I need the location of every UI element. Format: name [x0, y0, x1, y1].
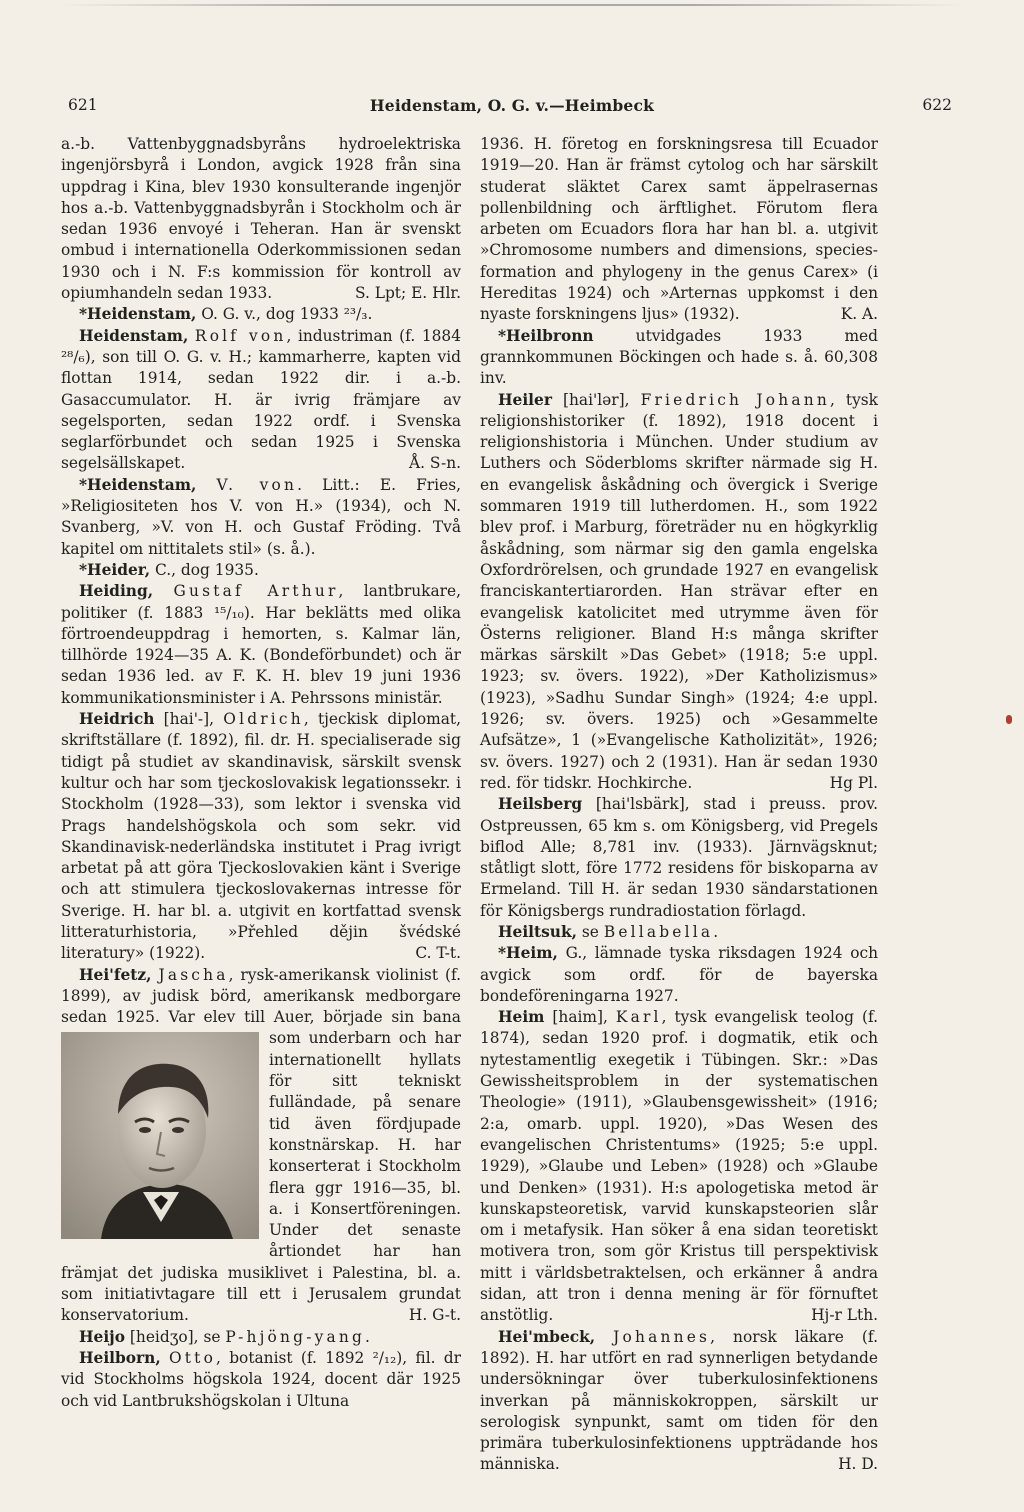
author-signature: C. T-t. — [415, 944, 461, 963]
entry-headword: Heilborn, — [79, 1348, 161, 1367]
entry-heidrich: Heidrich [hai'-], Oldrich, tjeckisk diplomat, skriftställare (f. 1892), fil. dr. H. specialiserade sig tidigt på studiet av skandinavisk, särskilt svensk kultur och har som tjeckoslovakisk legationssekr. i Stockholm (1928—33), som lektor i svenska vid Prags handelshögskola och som sekr. vid Skandinavisk-nederländska institutet i Prag ivrigt arbetat på att göra Tjeckoslovakien känt i Sverige och att stimulera tjeckoslovakernas intresse för Sverige. H. har bl. a. utgivit en kortfattad svensk litteraturhistoria, »Přehled dějin švédské literatury» (1922). C. T-t. — [61, 709, 461, 965]
entry-headword: *Heilbronn — [498, 326, 594, 345]
author-signature: H. G-t. — [408, 1306, 461, 1325]
entry-headword: Heidenstam, — [79, 326, 189, 345]
entry-name: Gustaf Arthur — [173, 582, 339, 601]
entry-heilbronn: *Heilbronn utvidgades 1933 med grannkommunen Böckingen och hade s. å. 60,308 inv. — [480, 326, 878, 388]
entry-headword: Heiding, — [79, 582, 154, 601]
top-edge-rule — [60, 4, 964, 6]
entry-headword: Heim — [498, 1008, 545, 1027]
entry-heijo: Heijo [heidʒo], se P-hjöng-yang. — [79, 1327, 370, 1346]
entry-headword: *Heim, — [498, 944, 558, 963]
entry-heimbeck: Hei'mbeck, Johannes, norsk läkare (f. 1892). H. har utfört en rad synnerligen betydande undersökningar över tuberkulosinfektionens inverkan på människokroppen, särskilt ur serologisk synpunkt, samt om tiden för den primära tuberkulosinfektionens uppträdande hos människa. H. D. — [480, 1327, 878, 1476]
entry-name: Oldrich — [223, 710, 304, 729]
page-number-left: 621 — [68, 96, 98, 114]
entry-heim-karl: Heim [haim], Karl, tysk evangelisk teolog (f. 1874), sedan 1920 prof. i dogmatik, etik och nytestamentlig exegetik i Tübingen. Skr.: »Das Gewissheitsproblem in der systematischen Theologie» (1911), »Glaubensgewissheit» (1916; 2:a, omarb. uppl. 1920), »Das Wesen des evangelischen Christentums» (1925; 5:e uppl. 1929), »Glaube und Leben» (1928) och »Glaube und Denken» (1931). H:s apologetiska metod är kunskapsteoretisk, varvid kunskapsteorien slår om i metafysik. Han söker å ena sidan teoretiskt motivera tron, som gör Kristus till perspektivisk mitt i världsbetraktelsen, och erkänner å andra sidan, att tron i denna mening är för förnuftet anstötlig. Hj-r Lth. — [480, 1007, 878, 1326]
entry-headword: Heidrich — [79, 710, 155, 729]
entry-name: Rolf von — [194, 326, 287, 345]
entry-heiltsuk: Heiltsuk, se Bellabella. — [498, 922, 719, 941]
entry-continuation: a.-b. Vattenbyggnadsbyråns hydroelektriska ingenjörsbyrå i London, avgick 1928 från sina uppdrag i Kina, blev 1930 konsulterande ingenjör hos a.-b. Vattenbyggnadsbyrån i Stockholm och är sedan 1936 envoyé i Teheran. Han är svenskt ombud i internationella Oderkommissionen sedan 1930 och i N. F:s kommission för kontroll av opiumhandeln sedan 1933. S. Lpt; E. Hlr. — [61, 134, 461, 304]
entry-heifetz: Hei'fetz, Jascha, rysk-amerikansk violinist (f. 1899), av judisk börd, amerikansk medborgare sedan 1925. Var elev till Auer, började sin bana som underbarn och har internationellt hyllats för sitt tekniskt fulländade, på senare tid även fördjupade konstnärskap. H. har konserterat i Stockholm flera ggr 1916—35, bl. a. i Konsertföreningen. Under det senaste årtiondet har han främjat det judiska musiklivet i Palestina, bl. a. som initiativtagare till ett i Jerusalem grundat konservatorium. H. G-t. — [61, 965, 461, 1327]
entry-headword: Hei'fetz, — [79, 965, 152, 984]
entry-heim-g: *Heim, G., lämnade tyska riksdagen 1924 och avgick som ordf. för de bayerska bondeföreningarna 1927. — [480, 944, 878, 1005]
author-signature: Hj-r Lth. — [811, 1306, 878, 1325]
page-number-right: 622 — [922, 96, 952, 114]
entry-name: P-hjöng-yang — [225, 1327, 366, 1346]
portrait-photo — [61, 1032, 259, 1239]
author-signature: K. A. — [840, 305, 878, 324]
running-header — [60, 96, 964, 120]
entry-headword: Hei'mbeck, — [498, 1327, 596, 1346]
right-column — [480, 134, 878, 1476]
entry-heidenstam-og: *Heidenstam, O. G. v., dog 1933 ²³/₃. — [79, 305, 373, 324]
entry-headword: Heilsberg — [498, 795, 583, 814]
margin-mark — [1006, 715, 1012, 724]
entry-name: Jascha — [158, 965, 229, 984]
entry-headword: *Heider, — [79, 560, 151, 579]
entry-heidenstam-rolf: Heidenstam, Rolf von, industriman (f. 1884 ²⁸/₆), son till O. G. v. H.; kammarherre, kapten vid flottan 1914, sedan 1922 dir. i a.-b. Gasaccumulator. H. är ivrig främjare av segelsporten, sedan 1922 ordf. i Svenska seglarförbundet och sedan 1925 i Svenska segelsällskapet. Å. S-n. — [61, 326, 461, 475]
author-signature: S. Lpt; E. Hlr. — [354, 284, 461, 303]
entry-heidenstam-v: *Heidenstam, V. von. Litt.: E. Fries, »Religiositeten hos V. von H.» (1934), och N. Svanberg, »V. von H. och Gustaf Fröding. Två kapitel om nittitalets stil» (s. å.). — [61, 475, 461, 558]
entry-headword: *Heidenstam, — [79, 305, 197, 324]
entry-headword: Heijo — [79, 1327, 126, 1346]
running-title: Heidenstam, O. G. v.—Heimbeck — [369, 96, 655, 115]
author-signature: Hg Pl. — [829, 773, 878, 792]
entry-headword: Heiltsuk, — [498, 922, 578, 941]
entry-name: Friedrich Johann — [640, 390, 830, 409]
entry-name: Otto — [168, 1348, 217, 1367]
entry-heiler: Heiler [hai'lər], Friedrich Johann, tysk religionshistoriker (f. 1892), 1918 docent i religionshistoria i München. Under studium av Luthers och Söderbloms skrifter närmade sig H. en evangelisk åskådning och övergick i Sverige sommaren 1919 till lutherdomen. H., som 1922 blev prof. i Marburg, företräder nu en högkyrklig åskådning, som närmar sig den gamla engelska Oxfordrörelsen, och grundade 1927 en evangelisk franciskantertiarorden. Han strävar efter en evangelisk katolicitet med utrymme även för Österns religioner. Bland H:s många skrifter märkas särskilt »Das Gebet» (1918; 5:e uppl. 1923; sv. övers. 1922), »Der Katholizismus» (1923), »Sadhu Sundar Singh» (1924; 4:e uppl. 1926; sv. övers. 1925) och »Gesammelte Aufsätze», 1 (»Evangelische Katholizität», 1926; sv. övers. 1927) och 2 (1931). Han är sedan 1930 red. för tidskr. Hochkirche. Hg Pl. — [480, 390, 878, 795]
entry-name: Karl — [615, 1008, 662, 1027]
entry-name: Johannes — [613, 1327, 711, 1346]
entry-headword: *Heidenstam, — [79, 475, 197, 494]
author-signature: Å. S-n. — [408, 454, 461, 473]
entry-heilborn: Heilborn, Otto, botanist (f. 1892 ²/₁₂), fil. dr vid Stockholms högskola 1924, docent där 1925 och vid Lantbrukshögskolan i Ultuna — [61, 1348, 461, 1410]
entry-heiding: Heiding, Gustaf Arthur, lantbrukare, politiker (f. 1883 ¹⁵/₁₀). Har beklätts med olika förtroendeuppdrag i hemorten, s. Kalmar län, tillhörde 1924—35 A. K. (Bondeförbundet) och är sedan 1936 led. av F. K. H. blev 19 juni 1936 kommunikationsminister i A. Pehrssons ministär. — [61, 582, 461, 707]
left-column — [61, 134, 461, 1412]
entry-headword: Heiler — [498, 390, 552, 409]
entry-name: Bellabella — [603, 922, 714, 941]
entry-heilsberg: Heilsberg [hai'lsbärk], stad i preuss. prov. Ostpreussen, 65 km s. om Königsberg, vid Pregels biflod Alle; 8,781 inv. (1933). Järnvägsknut; ståtligt slott, före 1772 residens för biskoparna av Ermeland. Till H. är sedan 1930 sändarstationen för Königsbergs rundradiostation förlagd. — [480, 795, 878, 920]
entry-name: V. von — [216, 475, 298, 494]
author-signature: H. D. — [838, 1455, 878, 1474]
entry-continuation: 1936. H. företog en forskningsresa till Ecuador 1919—20. Han är främst cytolog och har särskilt studerat släktet Carex samt äppelrasernas pollenbildning och ärftlighet. Förutom flera arbeten om Ecuadors flora har han bl. a. utgivit »Chromosome numbers and dimensions, species-formation and phylogeny in the genus Carex» (i Hereditas 1924) och »Arternas uppkomst i den nyaste forskningens ljus» (1932). K. A. — [480, 134, 878, 326]
entry-heider: *Heider, C., dog 1935. — [79, 560, 259, 579]
portrait-illustration — [61, 1032, 259, 1239]
